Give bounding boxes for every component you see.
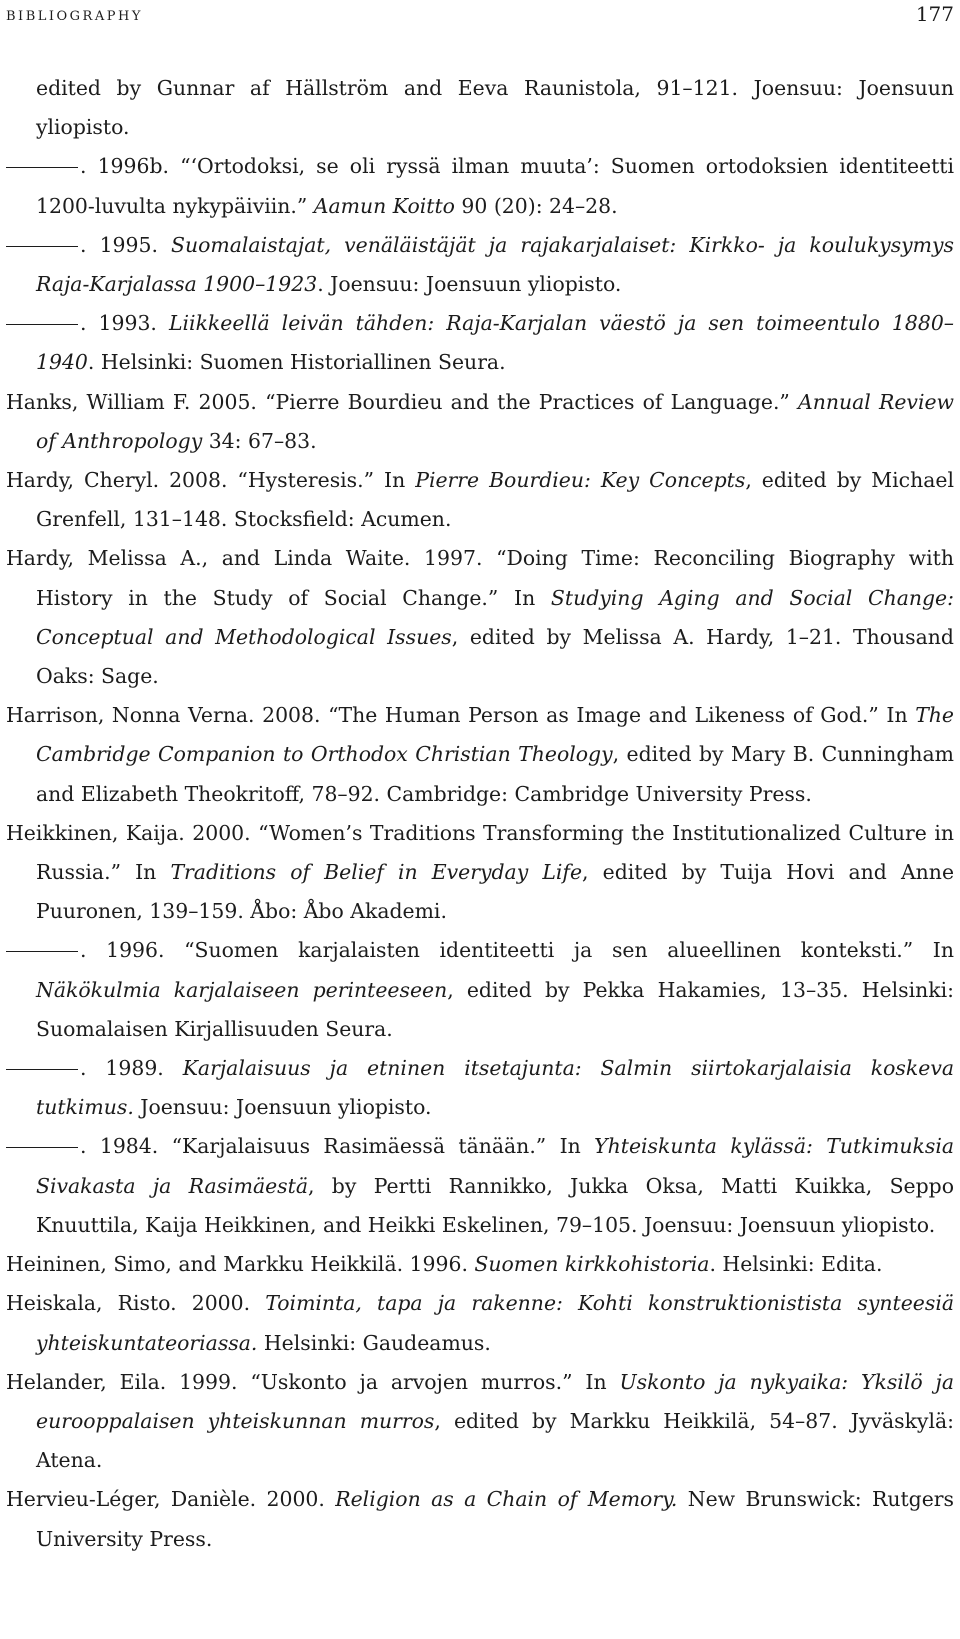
bib-entry-title: Uskonto ja nykyaika: Yksilö ja eurooppalaisen yhteiskunnan murros (36, 1369, 954, 1433)
bib-entry (6, 1127, 954, 1245)
bib-entry-text: . 1989. (80, 1056, 183, 1081)
bib-entry (6, 304, 954, 382)
bib-entry-text: . 1996b. “‘Ortodoksi, se oli ryssä ilman muuta’: Suomen ortodoksien identiteetti 1200-luvulta nykypäiviin.” (36, 154, 954, 218)
repeated-author-dash (6, 324, 78, 325)
repeated-author-dash (6, 167, 78, 168)
bib-entry (6, 814, 954, 932)
bib-entry-text: Helsinki: Gaudeamus. (257, 1330, 491, 1355)
bib-entry-title: Pierre Bourdieu: Key Concepts (415, 468, 746, 493)
bib-entry-text: 34: 67–83. (202, 428, 317, 453)
repeated-author-dash (6, 1147, 78, 1148)
bib-entry-text: , edited by Melissa A. Hardy, 1–21. Thousand Oaks: Sage. (36, 624, 954, 689)
running-head (6, 0, 954, 28)
bib-entry (6, 1284, 954, 1362)
bib-entry-title: Traditions of Belief in Everyday Life (170, 860, 583, 885)
bibliography-list (6, 69, 954, 1559)
bib-entry (6, 696, 954, 814)
bib-entry (6, 931, 954, 1049)
running-head-title: bibliography (6, 3, 143, 25)
bib-entry-text: . 1984. “Karjalaisuus Rasimäessä tänään.” In (80, 1134, 595, 1159)
bib-entry-text: Heininen, Simo, and Markku Heikkilä. 1996. (6, 1252, 475, 1277)
bib-entry (6, 1480, 954, 1558)
bib-entry-text: Harrison, Nonna Verna. 2008. “The Human Person as Image and Likeness of God.” In (6, 703, 916, 728)
bib-entry-text: Heiskala, Risto. 2000. (6, 1291, 266, 1316)
bib-entry-text: Joensuu: Joensuun yliopisto. (133, 1095, 432, 1120)
bib-entry-text: . Helsinki: Edita. (709, 1252, 883, 1277)
bib-entry (6, 1363, 954, 1481)
bib-entry-text: . 1995. (80, 232, 172, 257)
bib-entry-title: Religion as a Chain of Memory. (335, 1487, 678, 1512)
page-number: 177 (915, 2, 954, 26)
bib-entry-text: Hervieu-Léger, Danièle. 2000. (6, 1487, 336, 1512)
bib-entry (6, 383, 954, 461)
repeated-author-dash (6, 951, 78, 952)
bib-entry (6, 461, 954, 539)
bib-entry-text: Hardy, Melissa A., and Linda Waite. 1997. “Doing Time: Reconciling Biography with History in the Study of Social Change.” In (6, 546, 954, 610)
bib-entry-text: , edited by Michael Grenfell, 131–148. Stocksfield: Acumen. (36, 468, 954, 532)
bib-entry (6, 1245, 954, 1284)
bib-entry-text: Helander, Eila. 1999. “Uskonto ja arvojen murros.” In (6, 1369, 620, 1394)
bib-entry-title: The Cambridge Companion to Orthodox Christian Theology (36, 703, 954, 767)
bib-entry-title: Suomen kirkkohistoria (474, 1252, 710, 1277)
bib-entry-title: Aamun Koitto (313, 193, 455, 218)
bib-entry (6, 147, 954, 225)
bib-entry-title: Yhteiskunta kylässä: Tutkimuksia Sivakasta ja Rasimäestä (36, 1134, 954, 1198)
repeated-author-dash (6, 246, 78, 247)
bib-entry-text: 90 (20): 24–28. (454, 193, 618, 218)
repeated-author-dash (6, 1069, 78, 1070)
bib-entry-text: edited by Gunnar af Hällström and Eeva Raunistola, 91–121. Joensuu: Joensuun yliopisto. (36, 76, 954, 140)
bib-entry-text: , edited by Pekka Hakamies, 13–35. Helsinki: Suomalaisen Kirjallisuuden Seura. (36, 977, 955, 1041)
bib-entry-text: , edited by Markku Heikkilä, 54–87. Jyväskylä: Atena. (36, 1408, 955, 1473)
bib-entry-text: , by Pertti Rannikko, Jukka Oksa, Matti Kuikka, Seppo Knuuttila, Kaija Heikkinen, and Heikki Eskelinen, 79–105. Joensuu: Joensuun yliopisto. (36, 1173, 954, 1237)
bib-entry-title: Studying Aging and Social Change: Conceptual and Methodological Issues (36, 585, 954, 649)
bib-entry (6, 1049, 954, 1127)
bib-entry-text: . Joensuu: Joensuun yliopisto. (317, 272, 622, 297)
bib-entry-text: New Brunswick: Rutgers University Press. (36, 1487, 954, 1551)
bib-entry-text: Hanks, William F. 2005. “Pierre Bourdieu and the Practices of Language.” (6, 389, 799, 414)
bib-entry (6, 539, 954, 696)
bib-entry-text: , edited by Tuija Hovi and Anne Puuronen, 139–159. Åbo: Åbo Akademi. (36, 860, 955, 924)
bib-entry (6, 226, 954, 304)
bib-entry-text: , edited by Mary B. Cunningham and Elizabeth Theokritoff, 78–92. Cambridge: Cambridge University Press. (36, 742, 954, 806)
bib-entry-title: Näkökulmia karjalaiseen perinteeseen (36, 977, 448, 1002)
bib-entry (6, 69, 954, 147)
bib-entry-text: . Helsinki: Suomen Historiallinen Seura. (87, 350, 506, 375)
bib-entry-title: Karjalaisuus ja etninen itsetajunta: Salmin siirtokarjalaisia koskeva tutkimus. (36, 1056, 954, 1120)
bib-entry-title: Annual Review of Anthropology (36, 389, 954, 453)
bib-entry-text: Heikkinen, Kaija. 2000. “Women’s Traditions Transforming the Institutionalized Culture in Russia.” In (6, 820, 954, 885)
bib-entry-text: Hardy, Cheryl. 2008. “Hysteresis.” In (6, 468, 416, 493)
bib-entry-text: . 1993. (80, 311, 169, 336)
bib-entry-title: Liikkeellä leivän tähden: Raja-Karjalan väestö ja sen toimeentulo 1880–1940 (36, 311, 955, 375)
bib-entry-title: Suomalaistajat, venäläistäjät ja rajakarjalaiset: Kirkko- ja koulukysymys Raja-Karjalassa 1900–1923 (36, 232, 954, 297)
bib-entry-title: Toiminta, tapa ja rakenne: Kohti konstruktionistista synteesiä yhteiskuntateoriassa. (36, 1291, 954, 1355)
bib-entry-text: . 1996. “Suomen karjalaisten identiteetti ja sen alueellinen konteksti.” In (80, 938, 954, 963)
